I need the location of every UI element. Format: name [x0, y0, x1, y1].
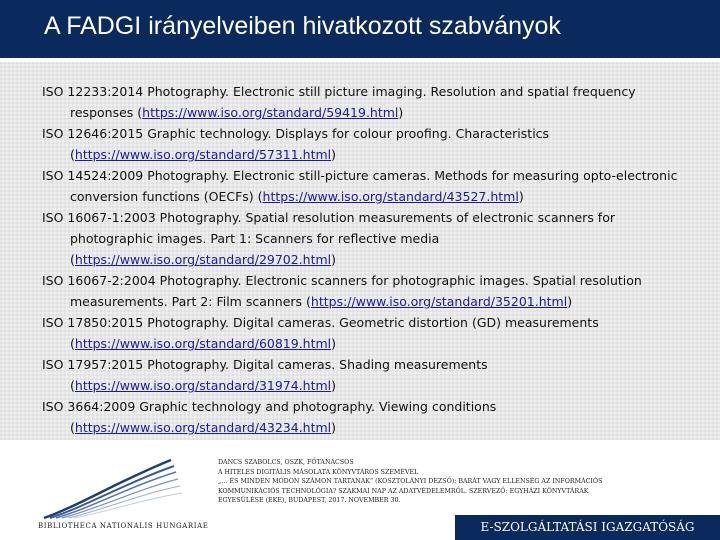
reference-tail: ) — [331, 147, 337, 162]
reference-tail: ) — [331, 336, 337, 351]
title-bar — [0, 0, 720, 58]
reference-item — [42, 396, 682, 438]
reference-text: ISO 17850:2015 Photography. Digital cameras. Geometric distortion (GD) measurements ( — [42, 315, 599, 351]
reference-link[interactable]: https://www.iso.org/standard/35201.html — [310, 294, 568, 309]
reference-text: ISO 12233:2014 Photography. Electronic still picture imaging. Resolution and spatial frequency responses ( — [42, 84, 636, 120]
reference-text: ISO 16067-1:2003 Photography. Spatial resolution measurements of electronic scanners for photographic images. Part 1: Scanners for reflective media ( — [42, 210, 615, 267]
reference-link[interactable]: https://www.iso.org/standard/57311.html — [74, 147, 332, 162]
reference-tail: ) — [331, 420, 337, 435]
reference-link[interactable]: https://www.iso.org/standard/60819.html — [74, 336, 332, 351]
footer-info-line: A HITELES DIGITÁLIS MÁSOLATA KÖNYVTÁROS SZEMÉVEL — [218, 468, 419, 476]
reference-item — [42, 312, 682, 354]
reference-list — [42, 81, 682, 438]
logo-caption: BIBLIOTHECA NATIONALIS HUNGARIAE — [38, 522, 209, 530]
footer-info-line: KOMMUNIKÁCIÓS TECHNOLÓGIA? SZAKMAI NAP AZ ADATVÉDELEMRŐL. SZERVEZŐ: EGYHÁZI KÖNYVTÁRAK — [218, 487, 589, 495]
reference-tail: ) — [398, 105, 404, 120]
reference-link[interactable]: https://www.iso.org/standard/43527.html — [262, 189, 519, 204]
reference-link[interactable]: https://www.iso.org/standard/29702.html — [74, 252, 332, 267]
footer-info-line: DANCS SZABOLCS, OSZK, FŐTANÁCSOS — [218, 459, 354, 466]
reference-text: ISO 3664:2009 Graphic technology and photography. Viewing conditions ( — [42, 399, 497, 435]
reference-tail: ) — [331, 378, 337, 393]
service-label: E-SZOLGÁLTATÁSI IGAZGATÓSÁG — [480, 520, 695, 534]
swoosh-logo-icon — [36, 452, 186, 522]
service-bar — [455, 515, 720, 540]
reference-text: ISO 16067-2:2004 Photography. Electronic scanners for photographic images. Spatial resolution measurements. Part 2: Film scanners ( — [42, 273, 642, 309]
reference-tail: ) — [567, 294, 573, 309]
footer-info — [218, 458, 698, 506]
reference-text: ISO 12646:2015 Graphic technology. Displays for colour proofing. Characteristics ( — [42, 126, 550, 162]
reference-item — [42, 81, 682, 123]
reference-text: ISO 17957:2015 Photography. Digital cameras. Shading measurements ( — [42, 357, 488, 393]
reference-item — [42, 165, 682, 207]
reference-item — [42, 354, 682, 396]
reference-item — [42, 207, 682, 270]
footer-info-line: EGYESÜLÉSE (EKE), BUDAPEST, 2017. NOVEMBER 30. — [218, 497, 401, 504]
slide-title: A FADGI irányelveiben hivatkozott szabványok — [44, 12, 561, 40]
reference-text: ISO 14524:2009 Photography. Electronic still-picture cameras. Methods for measuring opto-electronic conversion functions (OECFs) ( — [42, 168, 678, 204]
footer-info-line: „… ÉS MINDEN MÓDON SZÁMON TARTANAK” (KOSZTOLÁNYI DEZSŐ): BARÁT VAGY ELLENSÉG AZ INFORMÁCIÓS — [218, 478, 603, 485]
reference-link[interactable]: https://www.iso.org/standard/43234.html — [74, 420, 332, 435]
reference-item — [42, 270, 682, 312]
reference-tail: ) — [331, 252, 337, 267]
reference-link[interactable]: https://www.iso.org/standard/59419.html — [142, 105, 399, 120]
reference-link[interactable]: https://www.iso.org/standard/31974.html — [74, 378, 332, 393]
reference-item — [42, 123, 682, 165]
reference-tail: ) — [518, 189, 524, 204]
